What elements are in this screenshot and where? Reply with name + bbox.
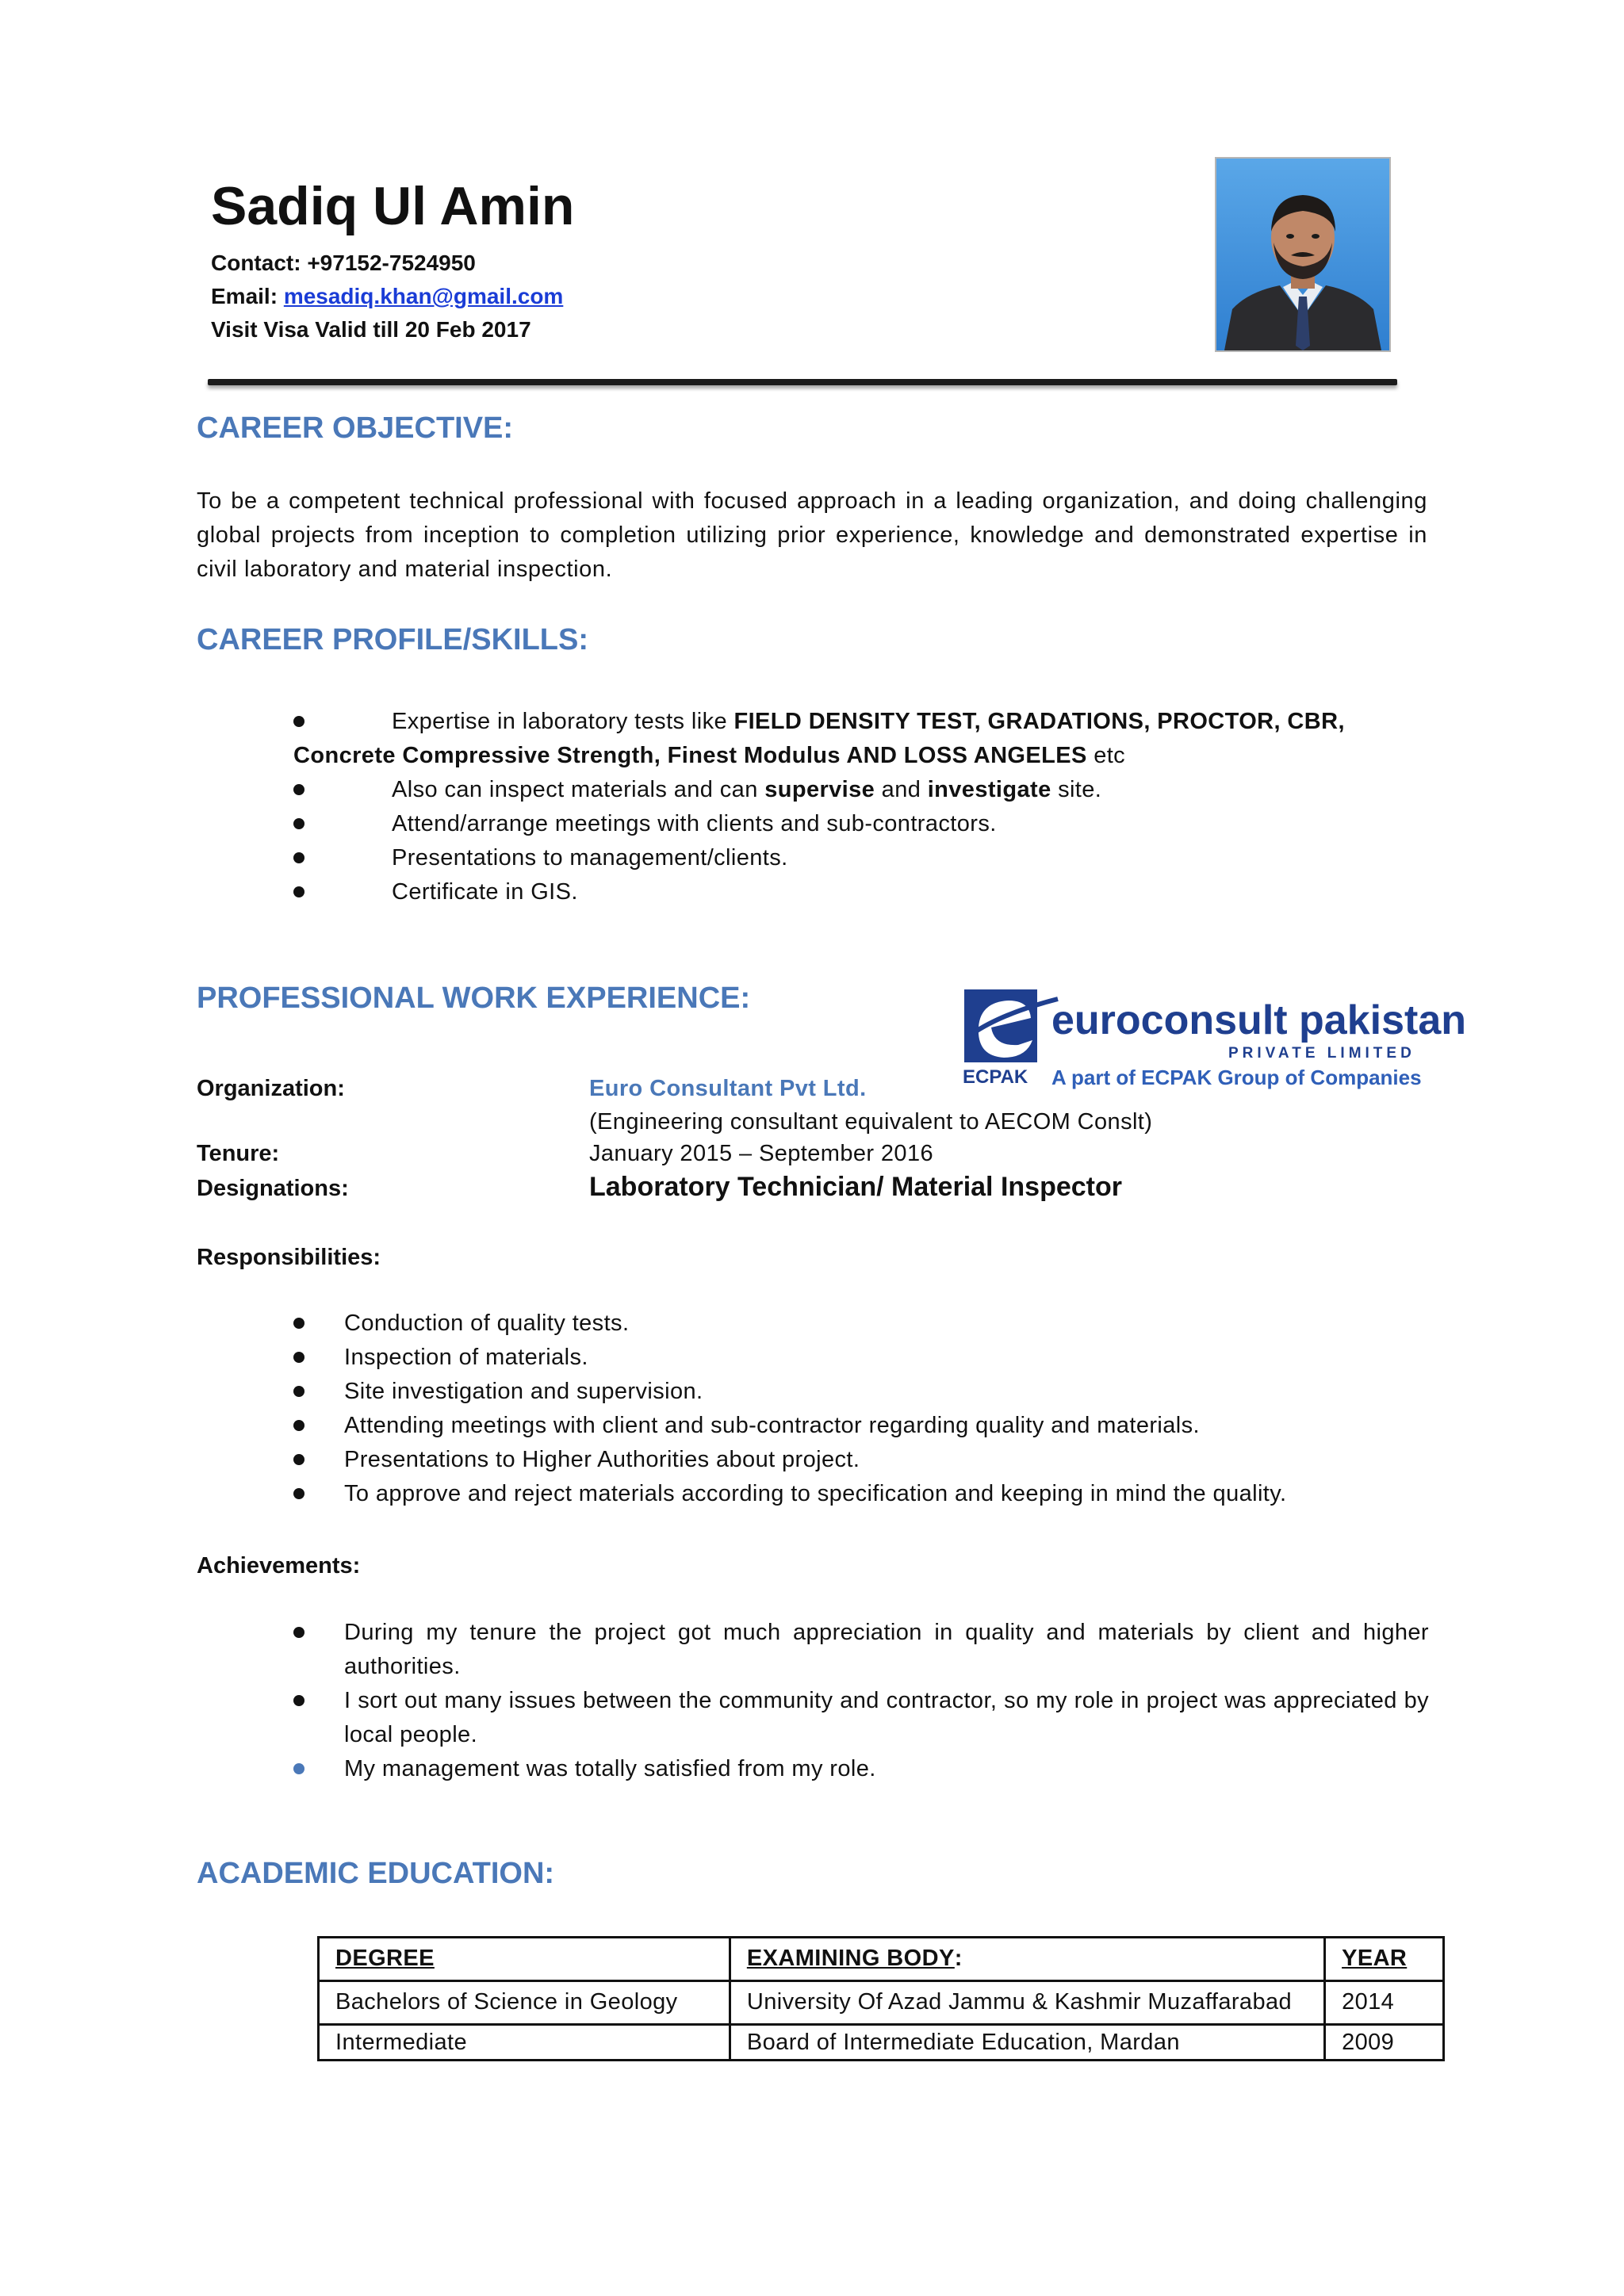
list-item [293, 1752, 1429, 1786]
list-item [293, 841, 1345, 875]
bullet-icon [293, 1695, 304, 1706]
bullet-icon [293, 852, 304, 863]
designation-label: Designations: [197, 1176, 349, 1201]
email-label: Email: [211, 284, 278, 308]
skill-text: site. [1051, 777, 1102, 802]
responsibility-text: Attending meetings with client and sub-contractor regarding quality and materials. [344, 1413, 1200, 1438]
skill-text: etc [1086, 743, 1126, 768]
achievement-text: During my tenure the project got much appreciation in quality and materials by client and higher authorities. [344, 1620, 1429, 1679]
table-cell-examining-body: Board of Intermediate Education, Mardan [730, 2025, 1324, 2061]
tenure-label: Tenure: [197, 1141, 280, 1166]
list-item [293, 1341, 1429, 1375]
achievement-text: I sort out many issues between the community and contractor, so my role in project was appreciated by local people. [344, 1688, 1429, 1747]
academic-education-heading: ACADEMIC EDUCATION: [197, 1857, 555, 1890]
list-item [293, 1616, 1429, 1684]
logo-mark-text: ECPAK [963, 1066, 1028, 1088]
bullet-icon [293, 818, 304, 829]
skill-text: and [875, 777, 928, 802]
organization-value: Euro Consultant Pvt Ltd. [589, 1076, 867, 1101]
skill-text: Certificate in GIS. [392, 879, 578, 905]
bullet-icon [293, 784, 304, 795]
responsibility-text: Presentations to Higher Authorities about project. [344, 1447, 860, 1472]
column-header-suffix: : [954, 1946, 963, 1971]
bullet-icon [293, 1488, 304, 1499]
contact-line [211, 247, 476, 279]
career-objective-heading: CAREER OBJECTIVE: [197, 411, 514, 445]
list-item [293, 1409, 1429, 1443]
table-cell-degree: Bachelors of Science in Geology [319, 1981, 730, 2025]
logo-subtitle-text: PRIVATE LIMITED [1228, 1045, 1415, 1062]
organization-label: Organization: [197, 1076, 345, 1101]
header-divider [208, 379, 1397, 385]
euroconsult-logo-icon [963, 982, 1466, 1091]
career-objective-text: To be a competent technical professional with focused approach in a leading organization, and doing challenging global projects from inception to completion utilizing prior experience, knowledge and demonstrated expertise in civil laboratory and material inspection. [197, 488, 1427, 582]
contact-phone: +97152-7524950 [307, 251, 476, 275]
skill-text: Also can inspect materials and can [392, 777, 765, 802]
column-header-examining-body [730, 1938, 1324, 1981]
candidate-name: Sadiq Ul Amin [211, 176, 575, 236]
responsibilities-label: Responsibilities: [197, 1245, 381, 1270]
list-item [293, 1443, 1429, 1477]
list-item [293, 1307, 1429, 1341]
skill-text-bold: investigate [927, 777, 1051, 802]
list-item [293, 705, 1345, 739]
table-cell-degree: Intermediate [319, 2025, 730, 2061]
email-link[interactable]: mesadiq.khan@gmail.com [283, 284, 564, 308]
designation-value: Laboratory Technician/ Material Inspector [589, 1172, 1122, 1202]
bullet-icon [293, 886, 304, 897]
skill-text-bold: Concrete Compressive Strength, Finest Modulus AND LOSS ANGELES [293, 743, 1087, 768]
table-row [319, 2025, 1444, 2061]
achievements-list [293, 1616, 1429, 1786]
contact-label: Contact: [211, 251, 301, 275]
responsibility-text: Inspection of materials. [344, 1345, 588, 1370]
tenure-value: January 2015 – September 2016 [589, 1141, 934, 1166]
work-experience-heading: PROFESSIONAL WORK EXPERIENCE: [197, 982, 751, 1015]
skill-text: Presentations to management/clients. [392, 845, 788, 871]
bullet-icon [293, 1627, 304, 1638]
bullet-icon [293, 1318, 304, 1329]
list-item [293, 1375, 1429, 1409]
responsibility-text: To approve and reject materials according to specification and keeping in mind the quality. [344, 1481, 1287, 1506]
skill-text: Attend/arrange meetings with clients and sub-contractors. [392, 811, 997, 836]
skill-text: Expertise in laboratory tests like [392, 709, 734, 734]
bullet-icon [293, 1386, 304, 1397]
table-header-row [319, 1938, 1444, 1981]
career-profile-heading: CAREER PROFILE/SKILLS: [197, 623, 589, 656]
skill-text-bold: FIELD DENSITY TEST, GRADATIONS, PROCTOR, CBR, [733, 709, 1345, 734]
email-line [211, 281, 563, 312]
responsibility-text: Conduction of quality tests. [344, 1311, 630, 1336]
skill-text-bold: supervise [764, 777, 875, 802]
bullet-icon [293, 716, 304, 727]
profile-photo-image [1216, 159, 1389, 350]
list-item [293, 1684, 1429, 1752]
responsibilities-list [293, 1307, 1429, 1511]
skills-list [293, 705, 1345, 909]
table-cell-year: 2014 [1325, 1981, 1444, 2025]
list-item [293, 773, 1345, 807]
table-cell-year: 2009 [1325, 2025, 1444, 2061]
list-item [293, 875, 1345, 909]
list-item-continuation [293, 739, 1345, 773]
achievement-text: My management was totally satisfied from my role. [344, 1756, 876, 1781]
table-row [319, 1981, 1444, 2025]
logo-tagline-text: A part of ECPAK Group of Companies [1051, 1066, 1422, 1089]
column-header-label: EXAMINING BODY [746, 1946, 955, 1971]
company-logo [963, 982, 1466, 1091]
logo-name-text: euroconsult pakistan [1051, 997, 1466, 1043]
bullet-icon [293, 1454, 304, 1465]
bullet-icon [293, 1352, 304, 1363]
profile-photo [1215, 157, 1391, 352]
list-item [293, 807, 1345, 841]
column-header-degree: DEGREE [319, 1938, 730, 1981]
visa-status: Visit Visa Valid till 20 Feb 2017 [211, 317, 531, 342]
achievements-label: Achievements: [197, 1553, 361, 1578]
table-cell-examining-body: University Of Azad Jammu & Kashmir Muzaffarabad [730, 1981, 1324, 2025]
education-table [317, 1936, 1445, 2061]
list-item [293, 1477, 1429, 1511]
bullet-icon [293, 1763, 304, 1774]
responsibility-text: Site investigation and supervision. [344, 1379, 703, 1404]
bullet-icon [293, 1420, 304, 1431]
organization-note: (Engineering consultant equivalent to AECOM Conslt) [589, 1109, 1153, 1135]
column-header-year: YEAR [1325, 1938, 1444, 1981]
